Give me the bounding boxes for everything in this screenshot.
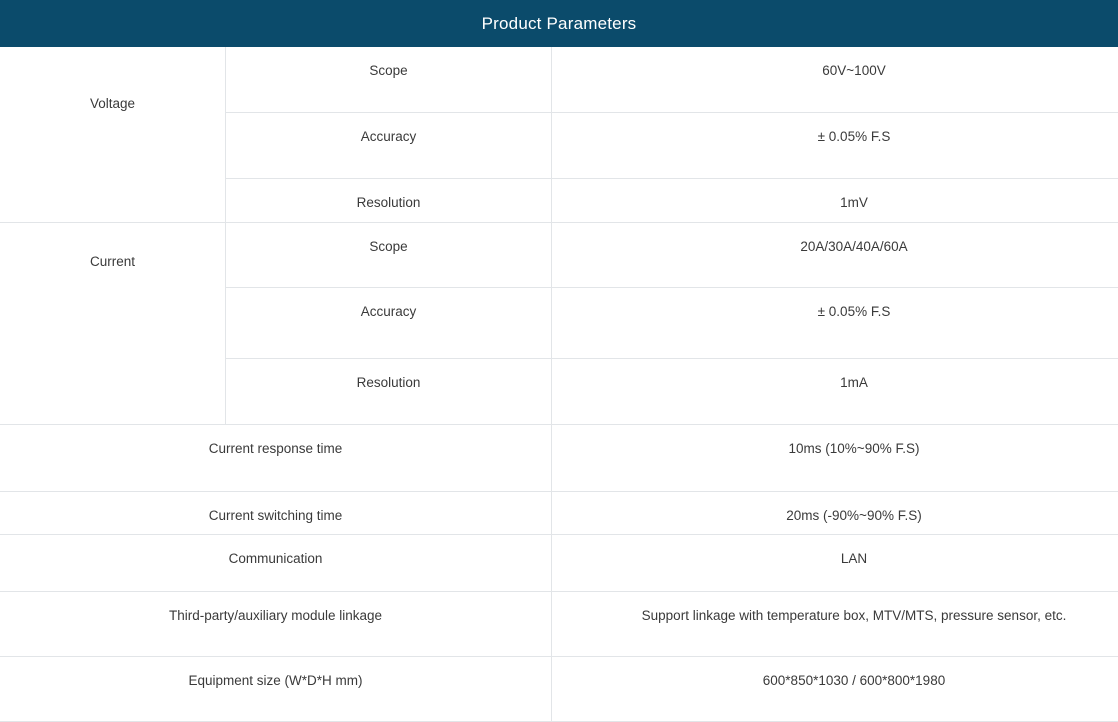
param-name: Resolution	[226, 359, 552, 425]
param-value: 60V~100V	[552, 47, 1118, 113]
param-value: 600*850*1030 / 600*800*1980	[552, 657, 1118, 722]
param-name: Scope	[226, 223, 552, 288]
param-name: Equipment size (W*D*H mm)	[0, 657, 552, 722]
param-value: 10ms (10%~90% F.S)	[552, 425, 1118, 492]
page-title: Product Parameters	[482, 14, 637, 34]
param-value: 20A/30A/40A/60A	[552, 223, 1118, 288]
param-name: Accuracy	[226, 288, 552, 359]
table-row	[0, 425, 1118, 492]
param-name: Resolution	[226, 179, 552, 223]
table-row	[0, 657, 1118, 722]
parameters-table	[0, 47, 1118, 722]
group-label-voltage-text: Voltage	[6, 62, 219, 113]
param-value: 20ms (-90%~90% F.S)	[552, 492, 1118, 535]
param-value: ± 0.05% F.S	[552, 113, 1118, 179]
param-name: Scope	[226, 47, 552, 113]
table-row	[0, 47, 1118, 113]
table-row	[0, 492, 1118, 535]
param-value: 1mV	[552, 179, 1118, 223]
param-value: ± 0.05% F.S	[552, 288, 1118, 359]
group-label-current	[0, 223, 226, 425]
param-name: Communication	[0, 535, 552, 592]
table-row	[0, 535, 1118, 592]
param-name: Current response time	[0, 425, 552, 492]
param-value: 1mA	[552, 359, 1118, 425]
table-row	[0, 223, 1118, 288]
param-name: Third-party/auxiliary module linkage	[0, 592, 552, 657]
param-value: LAN	[552, 535, 1118, 592]
param-name: Accuracy	[226, 113, 552, 179]
table-row	[0, 592, 1118, 657]
group-label-current-text: Current	[6, 238, 219, 271]
group-label-voltage	[0, 47, 226, 223]
param-name: Current switching time	[0, 492, 552, 535]
param-value: Support linkage with temperature box, MTV/MTS, pressure sensor, etc.	[552, 592, 1118, 657]
page-title-bar	[0, 0, 1118, 47]
